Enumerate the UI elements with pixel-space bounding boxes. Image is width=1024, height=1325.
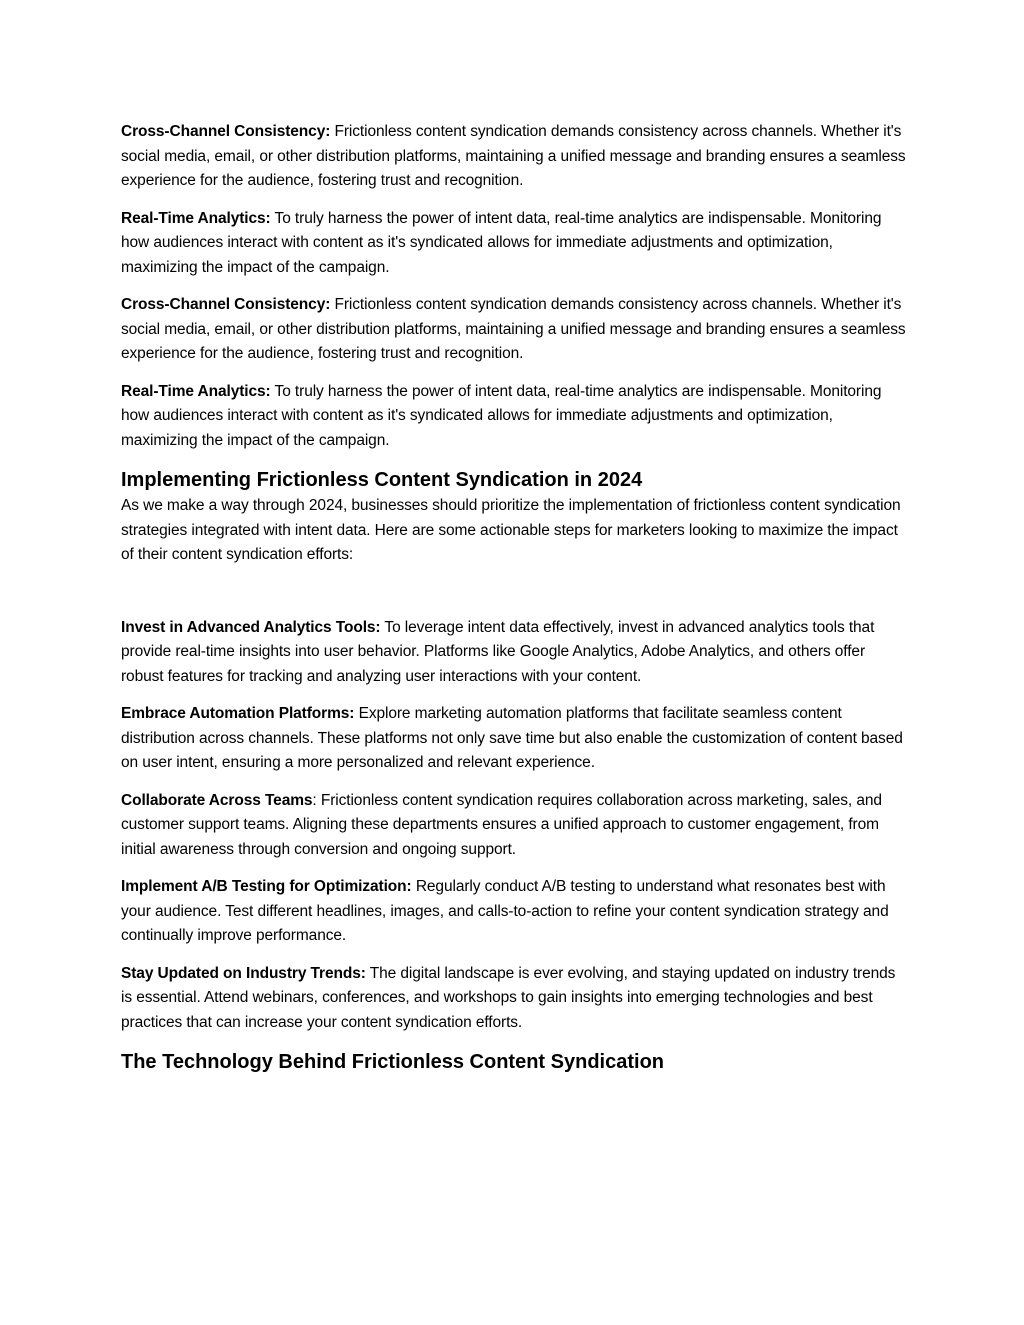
paragraph-text: Frictionless content syndication demands consistency across channels. Whether it's social media, email, or other distribution platforms, maintaining a unified message and branding ensures a seamless experience for the audience, fostering trust and recognition. — [121, 123, 906, 189]
step-ab-testing — [121, 875, 906, 949]
paragraph-label: Real-Time Analytics: — [121, 382, 271, 400]
section-intro: As we make a way through 2024, businesses should prioritize the implementation of frictionless content syndication strategies integrated with intent data. Here are some actionable steps for marketers looking to maximize the impact of their content syndication efforts: — [121, 497, 901, 563]
step-text: To leverage intent data effectively, invest in advanced analytics tools that provide real-time insights into user behavior. Platforms like Google Analytics, Adobe Analytics, and others offer robust features for tracking and analyzing user interactions with your content. — [121, 618, 875, 685]
step-collaborate-teams — [121, 789, 906, 863]
paragraph-cross-channel-consistency — [121, 120, 906, 194]
paragraph-label: Real-Time Analytics: — [121, 209, 271, 227]
section-heading-technology: The Technology Behind Frictionless Content Syndication — [121, 1051, 664, 1073]
paragraph-text: To truly harness the power of intent data, real-time analytics are indispensable. Monitoring how audiences interact with content as it's syndicated allows for immediate adjustments and optimization, maximizing the impact of the campaign. — [121, 209, 882, 276]
step-label: Invest in Advanced Analytics Tools: — [121, 618, 381, 636]
paragraph-real-time-analytics — [121, 207, 906, 281]
step-invest-analytics-tools — [121, 616, 906, 690]
step-text: : Frictionless content syndication requires collaboration across marketing, sales, and customer support teams. Aligning these departments ensures a unified approach to customer engagement, from initial awareness through conversion and ongoing support. — [121, 791, 882, 858]
section-heading-implementing: Implementing Frictionless Content Syndication in 2024 — [121, 469, 643, 491]
paragraph-text: Frictionless content syndication demands consistency across channels. Whether it's social media, email, or other distribution platforms, maintaining a unified message and branding ensures a seamless experience for the audience, fostering trust and recognition. — [121, 296, 906, 362]
step-label: Embrace Automation Platforms: — [121, 705, 355, 722]
paragraph-real-time-analytics-repeat — [121, 380, 906, 454]
step-label: Stay Updated on Industry Trends: — [121, 964, 366, 982]
step-text: Regularly conduct A/B testing to understand what resonates best with your audience. Test different headlines, images, and calls-to-action to refine your content syndication strategy and continually improve performance. — [121, 878, 889, 944]
step-text: The digital landscape is ever evolving, and staying updated on industry trends is essential. Attend webinars, conferences, and workshops to gain insights into emerging technologies and best practices that can increase your content syndication efforts. — [121, 964, 896, 1031]
step-label: Collaborate Across Teams — [121, 791, 313, 809]
step-label: Implement A/B Testing for Optimization: — [121, 878, 412, 895]
step-embrace-automation — [121, 702, 906, 776]
paragraph-text: To truly harness the power of intent data, real-time analytics are indispensable. Monitoring how audiences interact with content as it's syndicated allows for immediate adjustments and optimization, maximizing the impact of the campaign. — [121, 382, 882, 449]
paragraph-cross-channel-consistency-repeat — [121, 293, 906, 367]
document-page — [121, 120, 906, 1076]
paragraph-label: Cross-Channel Consistency: — [121, 123, 331, 140]
paragraph-label: Cross-Channel Consistency: — [121, 296, 331, 313]
step-text: Explore marketing automation platforms that facilitate seamless content distribution across channels. These platforms not only save time but also enable the customization of content based on user intent, ensuring a more personalized and relevant experience. — [121, 705, 903, 771]
step-industry-trends — [121, 962, 906, 1036]
